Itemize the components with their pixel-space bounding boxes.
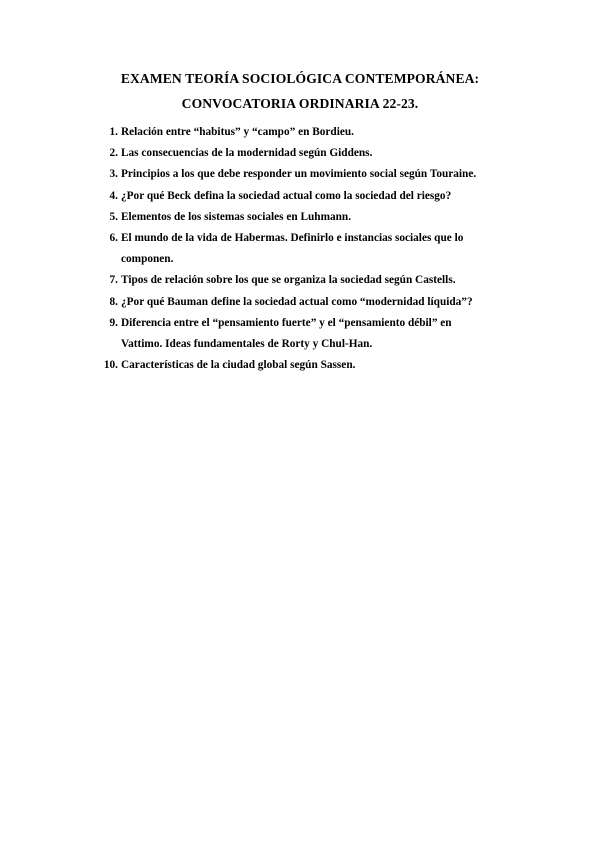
- question-text-continued: Vattimo. Ideas fundamentales de Rorty y Chul-Han.: [121, 338, 373, 351]
- question-text: Las consecuencias de la modernidad según Giddens.: [121, 147, 373, 160]
- exam-title-line-1: EXAMEN TEORÍA SOCIOLÓGICA CONTEMPORÁNEA:: [120, 71, 480, 86]
- question-text-continued: componen.: [121, 253, 174, 266]
- question-item-7: [96, 270, 516, 291]
- question-item-10: [96, 355, 516, 376]
- question-number: 7.: [109, 274, 118, 287]
- question-text: Características de la ciudad global según Sassen.: [121, 359, 356, 372]
- question-item-4: [96, 186, 516, 207]
- question-number: 3.: [109, 168, 118, 181]
- question-text: ¿Por qué Bauman define la sociedad actual como “modernidad líquida”?: [121, 295, 473, 308]
- question-text: Tipos de relación sobre los que se organiza la sociedad según Castells.: [121, 274, 456, 287]
- question-text: El mundo de la vida de Habermas. Definirlo e instancias sociales que lo: [121, 232, 464, 245]
- question-number: 4.: [109, 189, 118, 202]
- question-number: 5.: [109, 210, 118, 223]
- question-text: Principios a los que debe responder un movimiento social según Touraine.: [121, 168, 477, 181]
- question-item-6: [96, 228, 516, 270]
- question-number: 9.: [109, 316, 118, 329]
- question-item-1: [96, 122, 516, 143]
- question-item-5: [96, 207, 516, 228]
- question-text: ¿Por qué Beck defina la sociedad actual como la sociedad del riesgo?: [121, 189, 452, 202]
- question-number: 6.: [109, 232, 118, 245]
- question-list: [96, 122, 516, 376]
- exam-title-line-2: CONVOCATORIA ORDINARIA 22-23.: [181, 96, 419, 111]
- question-item-9: [96, 313, 516, 355]
- question-text: Elementos de los sistemas sociales en Luhmann.: [121, 210, 352, 223]
- question-item-8: [96, 292, 516, 313]
- question-number: 10.: [103, 359, 118, 372]
- question-text: Relación entre “habitus” y “campo” en Bordieu.: [121, 126, 354, 138]
- question-item-3: [96, 164, 516, 185]
- question-number: 1.: [109, 126, 118, 138]
- question-item-2: [96, 143, 516, 164]
- question-number: 8.: [109, 295, 118, 308]
- question-text: Diferencia entre el “pensamiento fuerte” y el “pensamiento débil” en: [121, 316, 452, 329]
- question-number: 2.: [109, 147, 118, 160]
